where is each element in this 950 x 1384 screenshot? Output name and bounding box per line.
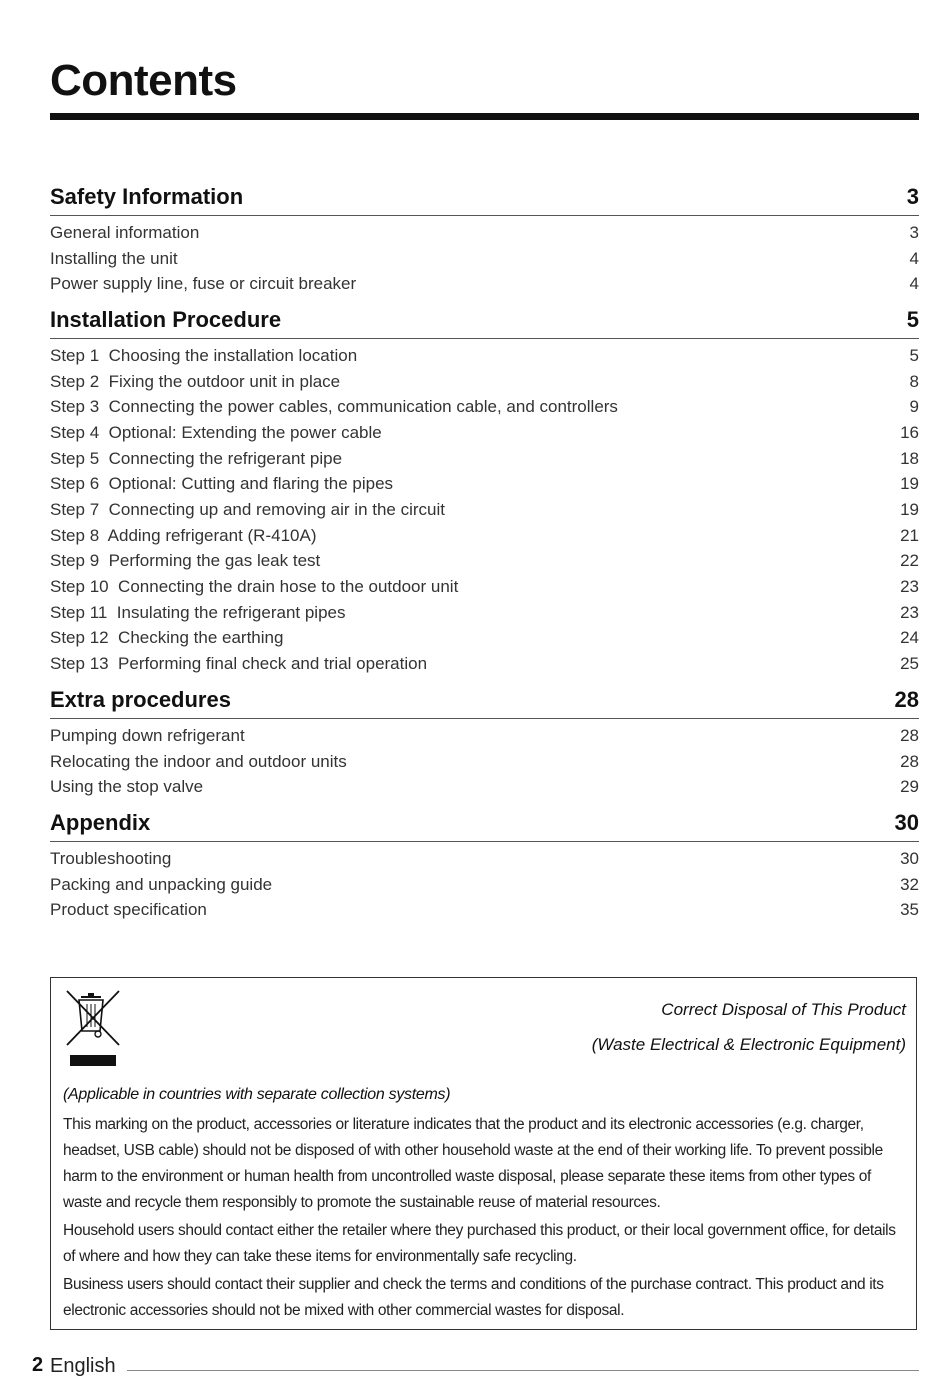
crossed-out-wheelie-bin-icon <box>64 989 122 1069</box>
toc-entry-label: Step 10 Connecting the drain hose to the outdoor unit <box>50 577 459 597</box>
title-rule <box>50 113 919 120</box>
disposal-paragraph: Household users should contact either the retailer where they purchased this product, or their local government office, for details of where and how they can take these items for environmentally safe recycling. <box>63 1222 896 1265</box>
toc-entry[interactable] <box>50 220 919 246</box>
toc-entry-page: 23 <box>900 602 919 622</box>
section-title: Appendix <box>50 810 151 836</box>
section-page-number: 28 <box>894 687 919 712</box>
toc-entry-label: Step 6 Optional: Cutting and flaring the pipes <box>50 474 394 494</box>
toc-entry-label: Troubleshooting <box>50 848 172 868</box>
toc-entry-label: Step 12 Checking the earthing <box>50 628 284 648</box>
disposal-notice <box>50 977 917 1330</box>
toc-entry-page: 22 <box>900 551 919 571</box>
toc-entry-page: 25 <box>900 654 919 674</box>
toc-entry-label: Packing and unpacking guide <box>50 874 273 894</box>
toc-entry-page: 32 <box>900 874 919 894</box>
toc-entry-page: 4 <box>909 248 919 268</box>
footer-rule <box>127 1370 919 1371</box>
toc-entry-page: 3 <box>909 222 919 242</box>
toc-entry-label: Pumping down refrigerant <box>50 725 245 745</box>
toc-entry-label: Step 4 Optional: Extending the power cable <box>50 422 382 442</box>
toc-entry[interactable] <box>50 446 919 472</box>
toc-section <box>50 307 919 677</box>
toc-entry-page: 9 <box>909 397 919 417</box>
toc-entry-label: Step 3 Connecting the power cables, communication cable, and controllers <box>50 397 618 417</box>
section-page-number: 30 <box>894 810 919 836</box>
disposal-title: Correct Disposal of This Product <box>661 1000 906 1019</box>
toc-entry-label: Product specification <box>50 900 207 920</box>
toc-entry[interactable] <box>50 651 919 677</box>
toc-entry-page: 19 <box>900 474 919 494</box>
toc-entry[interactable] <box>50 271 919 297</box>
toc-entry-label: Step 9 Performing the gas leak test <box>50 551 321 571</box>
toc-entry-label: Step 5 Connecting the refrigerant pipe <box>50 448 343 468</box>
toc-entry[interactable] <box>50 723 919 749</box>
toc-entry-page: 24 <box>900 628 919 648</box>
toc-entry[interactable] <box>50 369 919 395</box>
toc-entry-page: 21 <box>900 525 919 545</box>
toc-entry-page: 35 <box>900 900 919 920</box>
toc-entry-page: 8 <box>909 371 919 391</box>
toc-entry[interactable] <box>50 846 919 872</box>
disposal-body <box>63 1112 909 1326</box>
toc-section-heading[interactable] <box>50 687 919 719</box>
section-title: Installation Procedure <box>50 307 282 333</box>
section-title: Safety Information <box>50 184 244 209</box>
toc-entry-label: Using the stop valve <box>50 777 204 797</box>
toc-entry[interactable] <box>50 523 919 549</box>
toc-section <box>50 687 919 800</box>
toc-entry[interactable] <box>50 343 919 369</box>
toc-entry-page: 4 <box>909 274 919 294</box>
toc-entry[interactable] <box>50 897 919 923</box>
toc-section <box>50 810 919 923</box>
page-number: 2 <box>32 1354 44 1376</box>
toc-entry[interactable] <box>50 872 919 898</box>
toc-entry-page: 19 <box>900 500 919 520</box>
table-of-contents <box>50 184 919 933</box>
toc-entry-page: 30 <box>900 848 919 868</box>
toc-entry[interactable] <box>50 626 919 652</box>
toc-entry[interactable] <box>50 246 919 272</box>
toc-entry-label: Step 11 Insulating the refrigerant pipes <box>50 602 346 622</box>
section-page-number: 3 <box>906 184 919 209</box>
toc-entry[interactable] <box>50 774 919 800</box>
section-page-number: 5 <box>906 307 919 333</box>
toc-entry[interactable] <box>50 394 919 420</box>
toc-entry-page: 28 <box>900 725 919 745</box>
language-label: English <box>50 1355 116 1377</box>
toc-entry-page: 23 <box>900 577 919 597</box>
toc-entry-label: Installing the unit <box>50 248 178 268</box>
toc-entry-page: 16 <box>900 422 919 442</box>
toc-section <box>50 184 919 297</box>
toc-entry-label: Step 13 Performing final check and trial operation <box>50 654 428 674</box>
toc-entry[interactable] <box>50 549 919 575</box>
section-title: Extra procedures <box>50 687 231 712</box>
toc-section-heading[interactable] <box>50 184 919 216</box>
toc-entry[interactable] <box>50 472 919 498</box>
toc-entry[interactable] <box>50 749 919 775</box>
disposal-paragraph: Business users should contact their supplier and check the terms and conditions of the purchase contract. This product and its electronic accessories should not be mixed with other commercial wastes for disposal. <box>63 1276 884 1319</box>
toc-entry[interactable] <box>50 497 919 523</box>
toc-entry-page: 18 <box>900 448 919 468</box>
toc-section-heading[interactable] <box>50 810 919 842</box>
toc-entry-label: Step 7 Connecting up and removing air in the circuit <box>50 500 446 520</box>
toc-entry[interactable] <box>50 420 919 446</box>
toc-entry-label: Step 1 Choosing the installation location <box>50 345 358 365</box>
disposal-paragraph: This marking on the product, accessories or literature indicates that the product and its electronic accessories (e.g. charger, headset, USB cable) should not be disposed of with other household waste at the end of their working life. To prevent possible harm to the environment or human health from uncontrolled waste disposal, please separate these items from other types of waste and recycle them responsibly to promote the sustainable reuse of material resources. <box>63 1116 883 1211</box>
toc-entry-label: Power supply line, fuse or circuit breaker <box>50 274 357 294</box>
toc-section-heading[interactable] <box>50 307 919 339</box>
toc-entry-page: 28 <box>900 751 919 771</box>
disposal-subtitle: (Applicable in countries with separate collection systems) <box>63 1086 451 1103</box>
toc-entry-label: Step 2 Fixing the outdoor unit in place <box>50 371 341 391</box>
toc-entry-page: 29 <box>900 777 919 797</box>
page-title: Contents <box>50 56 237 105</box>
toc-entry[interactable] <box>50 574 919 600</box>
toc-entry-label: Relocating the indoor and outdoor units <box>50 751 347 771</box>
toc-entry-label: Step 8 Adding refrigerant (R-410A) <box>50 525 317 545</box>
toc-entry-page: 5 <box>909 345 919 365</box>
disposal-title-weee: (Waste Electrical & Electronic Equipment) <box>591 1035 906 1054</box>
page-footer <box>32 1354 919 1384</box>
toc-entry[interactable] <box>50 600 919 626</box>
toc-entry-label: General information <box>50 222 200 242</box>
